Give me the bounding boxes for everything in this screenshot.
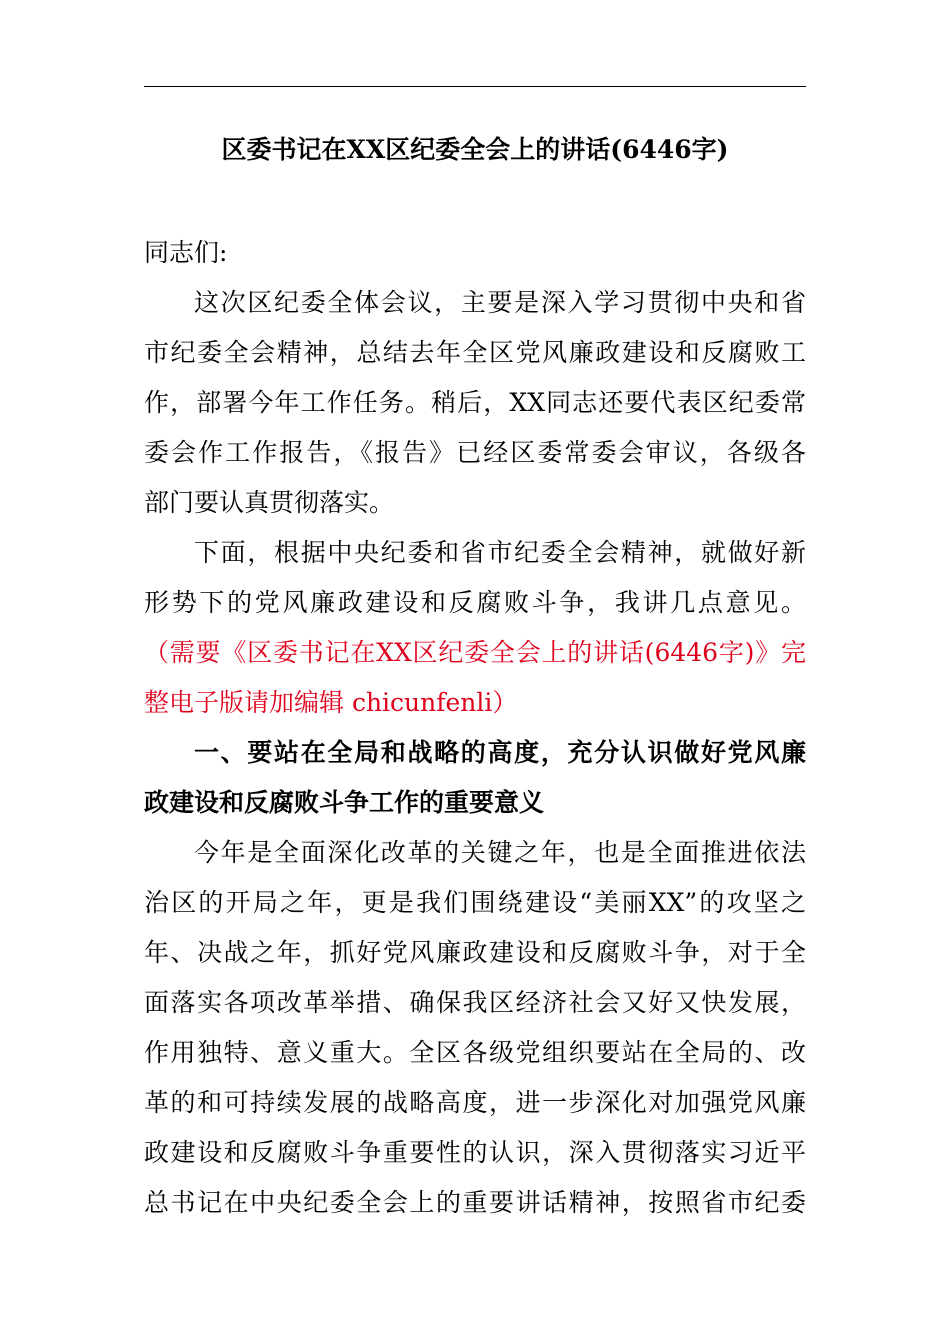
document-title: 区委书记在XX区纪委全会上的讲话(6446字) (221, 135, 729, 164)
paragraph-1-line-5: 部门要认真贯彻落实。 (144, 488, 395, 517)
section-heading-line-1: 一、要站在全局和战略的高度，充分认识做好党风廉 (194, 738, 806, 767)
paragraph-1-line-4: 委会作工作报告，《报告》已经区委常委会审议，各级各 (144, 438, 806, 467)
section-heading-line-2: 政建设和反腐败斗争工作的重要意义 (144, 788, 545, 817)
notice-line-2: 整电子版请加编辑 chicunfenli） (144, 688, 518, 717)
paragraph-1-line-3: 作，部署今年工作任务。稍后，XX同志还要代表区纪委常 (144, 388, 806, 417)
header-rule (144, 86, 806, 87)
paragraph-3-line-3: 年、决战之年，抓好党风廉政建设和反腐败斗争，对于全 (144, 938, 806, 967)
paragraph-3-line-8: 总书记在中央纪委全会上的重要讲话精神，按照省市纪委 (144, 1188, 806, 1217)
paragraph-3-line-7: 政建设和反腐败斗争重要性的认识，深入贯彻落实习近平 (144, 1138, 806, 1167)
document-body (144, 228, 806, 1228)
paragraph-3-line-2: 治区的开局之年，更是我们围绕建设“美丽XX”的攻坚之 (144, 888, 806, 917)
paragraph-1-line-1: 这次区纪委全体会议，主要是深入学习贯彻中央和省 (194, 288, 806, 317)
salutation: 同志们: (144, 238, 228, 267)
paragraph-3-line-5: 作用独特、意义重大。全区各级党组织要站在全局的、改 (144, 1038, 806, 1067)
paragraph-3-line-1: 今年是全面深化改革的关键之年，也是全面推进依法 (194, 838, 806, 867)
paragraph-2-line-1: 下面，根据中央纪委和省市纪委全会精神，就做好新 (194, 538, 806, 567)
paragraph-3-line-4: 面落实各项改革举措、确保我区经济社会又好又快发展， (144, 988, 806, 1017)
paragraph-2-line-2: 形势下的党风廉政建设和反腐败斗争，我讲几点意见。 (144, 588, 806, 617)
paragraph-1-line-2: 市纪委全会精神，总结去年全区党风廉政建设和反腐败工 (144, 338, 806, 367)
paragraph-3-line-6: 革的和可持续发展的战略高度，进一步深化对加强党风廉 (144, 1088, 806, 1117)
notice-line-1: （需要《区委书记在XX区纪委全会上的讲话(6446字)》完 (144, 638, 806, 667)
